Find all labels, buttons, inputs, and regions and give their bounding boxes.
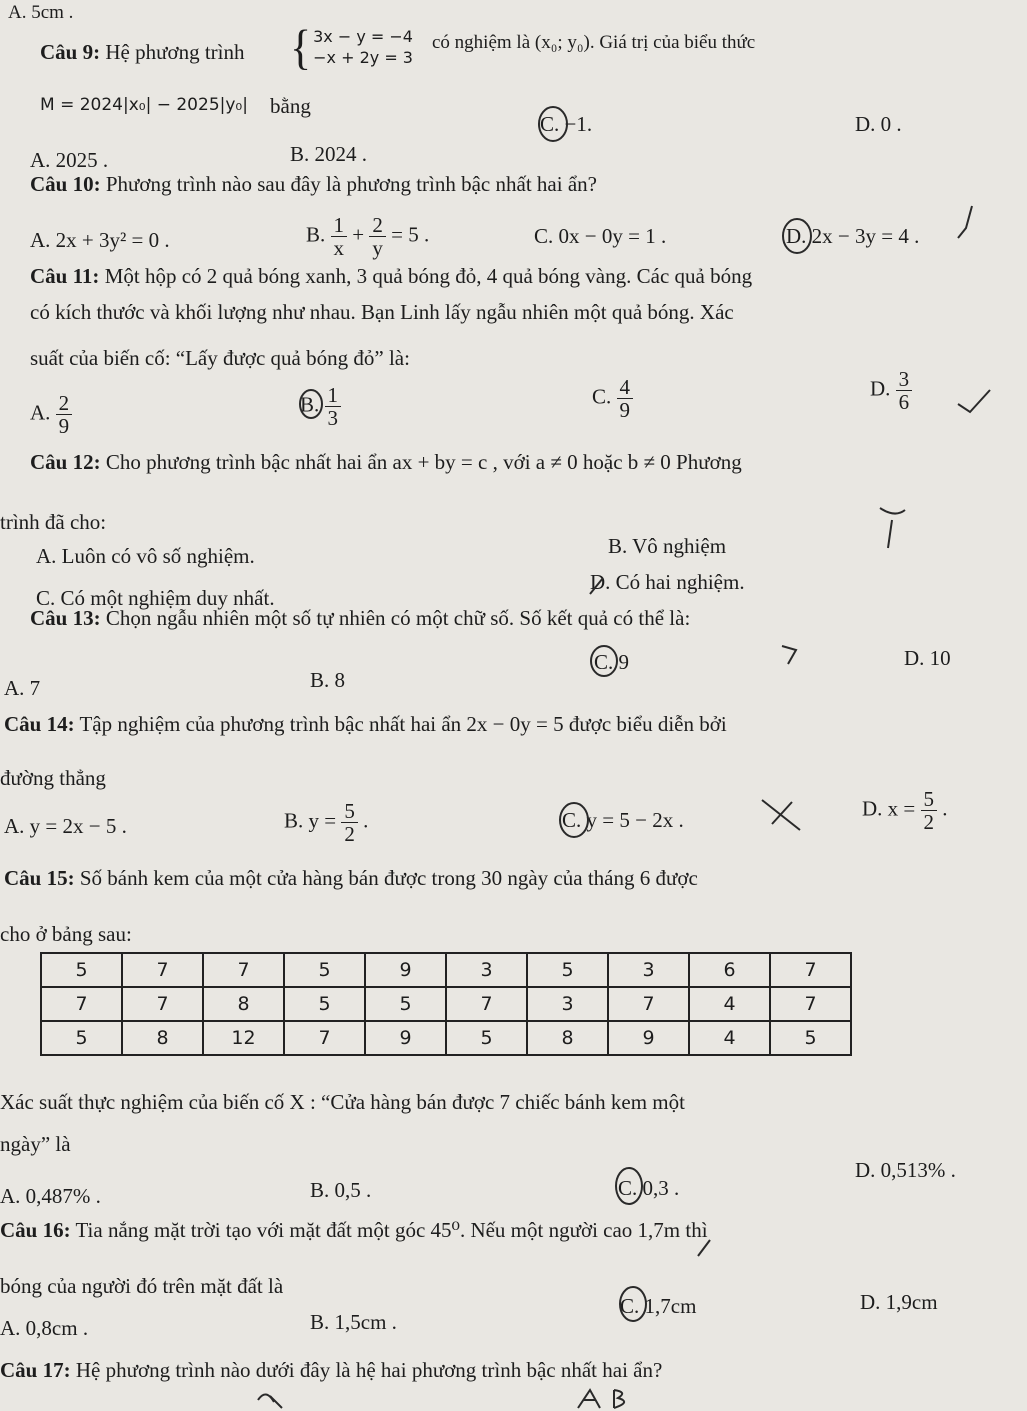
table-cell: 7 bbox=[770, 953, 851, 987]
handwritten-letters-q17 bbox=[578, 1390, 624, 1408]
q14-option-d bbox=[862, 788, 948, 833]
question-17-label: Câu 17: bbox=[0, 1358, 71, 1382]
table-cell: 5 bbox=[284, 987, 365, 1021]
question-13-text: Chọn ngẫu nhiên một số tự nhiên có một chữ số. Số kết quả có thể là: bbox=[105, 606, 691, 630]
question-15-line-4: ngày” là bbox=[0, 1132, 71, 1156]
question-15-line-2: cho ở bảng sau: bbox=[0, 922, 132, 946]
brace-symbol: { bbox=[290, 20, 312, 75]
q9-option-a: A. 2025 . bbox=[30, 148, 109, 172]
q10-fraction-2 bbox=[369, 214, 386, 259]
table-row bbox=[41, 1021, 851, 1055]
question-13 bbox=[30, 606, 690, 630]
option-letter: A. bbox=[30, 400, 51, 425]
check-mark-q10 bbox=[958, 206, 972, 238]
table-cell: 4 bbox=[689, 1021, 770, 1055]
question-12-label: Câu 12: bbox=[30, 450, 101, 474]
fraction-denominator: 9 bbox=[58, 414, 70, 439]
table-cell: 7 bbox=[770, 987, 851, 1021]
table-cell: 5 bbox=[41, 1021, 122, 1055]
cross-mark-q14 bbox=[762, 800, 800, 830]
option-letter: D. bbox=[870, 376, 891, 401]
fraction-denominator: 6 bbox=[898, 390, 910, 415]
q12-option-d: D. Có hai nghiệm. bbox=[590, 570, 745, 594]
fraction-numerator: 1 bbox=[331, 214, 348, 237]
table-cell: 12 bbox=[203, 1021, 284, 1055]
table-cell: 3 bbox=[446, 953, 527, 987]
cross-mark-q12 bbox=[880, 508, 905, 548]
q16-option-b: B. 1,5cm . bbox=[310, 1310, 397, 1334]
question-9-label: Câu 9: bbox=[40, 40, 101, 64]
question-11 bbox=[30, 264, 752, 288]
q12-option-b: B. Vô nghiệm bbox=[608, 534, 727, 558]
q9-expression: M = 2024|x₀| − 2025|y₀| bbox=[40, 95, 248, 115]
table-cell: 7 bbox=[446, 987, 527, 1021]
question-15 bbox=[4, 866, 698, 890]
q16-option-a: A. 0,8cm . bbox=[0, 1316, 89, 1340]
q15-option-b: B. 0,5 . bbox=[310, 1178, 372, 1202]
question-11-label: Câu 11: bbox=[30, 264, 100, 288]
table-cell: 7 bbox=[608, 987, 689, 1021]
table-cell: 5 bbox=[365, 987, 446, 1021]
fraction-numerator: 2 bbox=[56, 392, 73, 415]
question-14-label: Câu 14: bbox=[4, 712, 75, 736]
table-cell: 5 bbox=[770, 1021, 851, 1055]
question-9-text-b: có nghiệm là (x₀; y₀). Giá trị của biểu thức bbox=[432, 32, 756, 53]
table-cell: 7 bbox=[284, 1021, 365, 1055]
fraction-numerator: 2 bbox=[369, 214, 386, 237]
table-cell: 7 bbox=[41, 987, 122, 1021]
table-cell: 8 bbox=[203, 987, 284, 1021]
angle-stroke-q16 bbox=[698, 1240, 710, 1256]
q14-option-d-end: . bbox=[942, 796, 948, 821]
table-cell: 8 bbox=[122, 1021, 203, 1055]
q10-option-d: D. 2x − 3y = 4 . bbox=[786, 224, 920, 248]
q9-text-c: bằng bbox=[270, 94, 311, 118]
fraction-denominator: 3 bbox=[327, 406, 339, 431]
question-10-text: Phương trình nào sau đây là phương trình bậc nhất hai ẩn? bbox=[105, 172, 597, 196]
question-12-line-1: Cho phương trình bậc nhất hai ẩn ax + by = c , với a ≠ 0 hoặc b ≠ 0 Phương bbox=[105, 450, 742, 474]
question-16-line-2: bóng của người đó trên mặt đất là bbox=[0, 1274, 284, 1298]
table-cell: 9 bbox=[365, 953, 446, 987]
top-option-fragment: A. 5cm . bbox=[8, 2, 74, 23]
question-11-line-3: suất của biến cố: “Lấy được quả bóng đỏ” là: bbox=[30, 346, 410, 370]
question-16 bbox=[0, 1218, 708, 1242]
q10-option-c: C. 0x − 0y = 1 . bbox=[534, 224, 667, 248]
question-12-line-2: trình đã cho: bbox=[0, 510, 107, 534]
question-14 bbox=[4, 712, 727, 736]
sales-table bbox=[40, 952, 852, 1056]
fraction-numerator: 4 bbox=[617, 376, 634, 399]
fraction-denominator: 9 bbox=[619, 398, 631, 423]
q13-option-d: D. 10 bbox=[904, 646, 951, 670]
question-15-line-3: Xác suất thực nghiệm của biến cố X : “Cửa hàng bán được 7 chiếc bánh kem một bbox=[0, 1090, 685, 1114]
table-cell: 3 bbox=[608, 953, 689, 987]
table-cell: 5 bbox=[284, 953, 365, 987]
question-12 bbox=[30, 450, 742, 474]
table-row bbox=[41, 987, 851, 1021]
q10-option-b-letter: B. bbox=[306, 222, 326, 247]
q11-option-c bbox=[592, 376, 633, 421]
q9-system bbox=[290, 20, 413, 75]
question-10-label: Câu 10: bbox=[30, 172, 101, 196]
check-mark-q11 bbox=[958, 390, 990, 412]
q9-equation-2: −x + 2y = 3 bbox=[313, 48, 413, 67]
table-cell: 8 bbox=[527, 1021, 608, 1055]
q11-option-a bbox=[30, 392, 72, 437]
question-14-line-1: Tập nghiệm của phương trình bậc nhất hai ẩn 2x − 0y = 5 được biểu diễn bởi bbox=[79, 712, 727, 736]
q14-option-c: C. y = 5 − 2x . bbox=[562, 808, 684, 832]
q10-option-b-rhs: = 5 . bbox=[391, 222, 430, 247]
question-16-label: Câu 16: bbox=[0, 1218, 71, 1242]
scribble-q17 bbox=[258, 1394, 282, 1408]
option-letter: C. bbox=[592, 384, 612, 409]
table-cell: 9 bbox=[365, 1021, 446, 1055]
table-row bbox=[41, 953, 851, 987]
question-9 bbox=[40, 40, 244, 64]
q16-option-c: C. 1,7cm bbox=[620, 1294, 697, 1318]
question-17-text: Hệ phương trình nào dưới đây là hệ hai phương trình bậc nhất hai ẩn? bbox=[75, 1358, 663, 1382]
table-cell: 4 bbox=[689, 987, 770, 1021]
table-cell: 7 bbox=[203, 953, 284, 987]
table-cell: 5 bbox=[446, 1021, 527, 1055]
question-9-text: Hệ phương trình bbox=[105, 40, 245, 64]
q12-option-a: A. Luôn có vô số nghiệm. bbox=[36, 544, 255, 568]
fraction-numerator: 1 bbox=[325, 384, 342, 407]
question-15-line-1: Số bánh kem của một cửa hàng bán được trong 30 ngày của tháng 6 được bbox=[79, 866, 698, 890]
q10-option-b: B. $\frac{1}{x}$ + $\frac{2}{y}$ = 5 . bbox=[306, 213, 430, 261]
table-cell: 6 bbox=[689, 953, 770, 987]
q9-option-b: B. 2024 . bbox=[290, 142, 368, 166]
fraction-denominator: 2 bbox=[344, 822, 355, 847]
q9-equation-1: 3x − y = −4 bbox=[313, 27, 413, 47]
q14-option-b-end: . bbox=[363, 808, 369, 833]
fraction-denominator: x bbox=[333, 236, 345, 261]
q14-option-a: A. y = 2x − 5 . bbox=[4, 814, 127, 838]
fraction-numerator: 5 bbox=[341, 800, 358, 823]
q14-option-d-lhs: D. x = bbox=[862, 796, 916, 821]
table-cell: 7 bbox=[122, 953, 203, 987]
question-17 bbox=[0, 1358, 662, 1382]
tick-mark-q13 bbox=[782, 646, 796, 664]
q13-option-a: A. 7 bbox=[4, 676, 41, 700]
q13-option-b: B. 8 bbox=[310, 668, 346, 692]
q13-option-c: C. 9 bbox=[594, 650, 630, 674]
table-cell: 5 bbox=[527, 953, 608, 987]
table-cell: 3 bbox=[527, 987, 608, 1021]
fraction-denominator: y bbox=[372, 236, 383, 261]
fraction-numerator: 3 bbox=[896, 368, 913, 391]
question-10 bbox=[30, 172, 597, 196]
q10-option-a: A. 2x + 3y² = 0 . bbox=[30, 228, 170, 252]
question-14-line-2: đường thẳng bbox=[0, 766, 106, 790]
q15-option-c: C. 0,3 . bbox=[618, 1176, 680, 1200]
q11-option-d bbox=[870, 368, 912, 413]
q14-option-b-lhs: B. y = bbox=[284, 808, 337, 833]
question-16-line-1: Tia nắng mặt trời tạo với mặt đất một góc 45⁰. Nếu một người cao 1,7m thì bbox=[75, 1218, 708, 1242]
table-cell: 5 bbox=[41, 953, 122, 987]
q9-option-d: D. 0 . bbox=[855, 112, 902, 136]
question-13-label: Câu 13: bbox=[30, 606, 101, 630]
fraction-numerator: 5 bbox=[921, 788, 938, 811]
q10-fraction-1 bbox=[331, 214, 348, 259]
q15-option-d: D. 0,513% . bbox=[855, 1158, 956, 1182]
q11-option-b bbox=[300, 384, 341, 429]
q12-option-c: C. Có một nghiệm duy nhất. bbox=[36, 586, 275, 610]
q16-option-d: D. 1,9cm bbox=[860, 1290, 938, 1314]
table-cell: 9 bbox=[608, 1021, 689, 1055]
fraction-denominator: 2 bbox=[923, 810, 935, 835]
q15-option-a: A. 0,487% . bbox=[0, 1184, 101, 1208]
question-11-line-2: có kích thước và khối lượng như nhau. Bạn Linh lấy ngẫu nhiên một quả bóng. Xác bbox=[30, 300, 734, 324]
question-11-line-1: Một hộp có 2 quả bóng xanh, 3 quả bóng đỏ, 4 quả bóng vàng. Các quả bóng bbox=[104, 264, 753, 288]
table-cell: 7 bbox=[122, 987, 203, 1021]
q14-option-b bbox=[284, 800, 368, 845]
option-letter: B. bbox=[300, 392, 320, 417]
question-15-label: Câu 15: bbox=[4, 866, 75, 890]
q9-option-c: C. −1. bbox=[540, 112, 593, 136]
